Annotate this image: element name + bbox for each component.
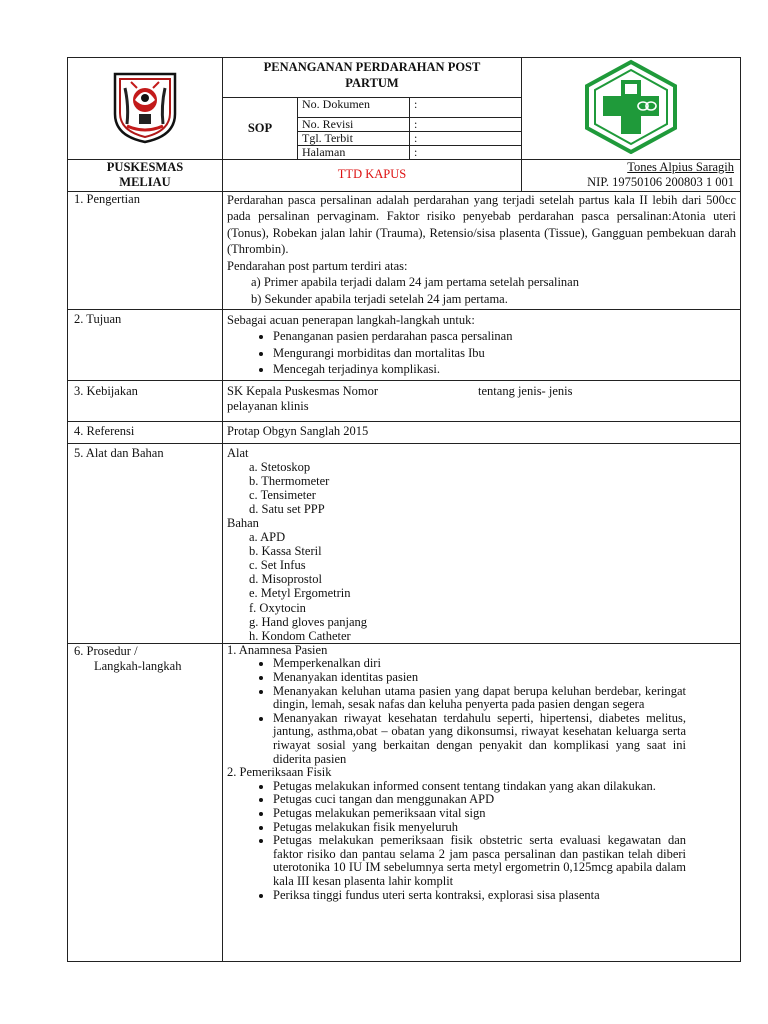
list-item: • Petugas cuci tangan dan menggunakan APD	[273, 793, 686, 807]
list-item: • Petugas melakukan fisik menyeluruh	[273, 821, 686, 835]
list-item: • Mencegah terjadinya komplikasi.	[273, 361, 736, 378]
puskesmas-line-1: PUSKESMAS	[106, 159, 184, 174]
ttd-kapus: TTD KAPUS	[223, 159, 522, 191]
step-1-list	[227, 657, 736, 766]
section-label-prosedur	[68, 643, 223, 961]
list-item: e. Metyl Ergometrin	[249, 586, 351, 601]
tujuan-list	[227, 328, 736, 378]
list-item: b) Sekunder apabila terjadi setelah 24 jam pertama.	[251, 291, 508, 306]
signer-name: Tones Alpius Saragih	[627, 159, 735, 174]
step-2-title: 2. Pemeriksaan Fisik	[227, 765, 332, 780]
section-label-pengertian: 1. Pengertian	[68, 191, 223, 309]
title-line-2: PARTUM	[345, 75, 399, 90]
prosedur-label-line-2: Langkah-langkah	[94, 659, 182, 674]
alat-list	[227, 460, 736, 516]
list-item: • Menanyakan riwayat kesehatan terdahulu seperti, hipertensi, diabetes melitus, jantung, asthma,obat – obatan yang dikonsumsi, riwayat kesehatan keluarga serta riwayat sosial yang berkaitan dengan penyakit dan komplikasi yang saat ini diderita pasien	[273, 712, 686, 766]
list-item: a. APD	[249, 530, 286, 545]
meta-value-no-revisi: :	[410, 117, 522, 131]
meta-label-no-dokumen: No. Dokumen	[298, 98, 410, 118]
section-content-kebijakan	[223, 380, 741, 421]
section-content-pengertian	[223, 191, 741, 309]
meta-label-halaman: Halaman	[298, 145, 410, 159]
regency-crest-icon	[105, 66, 185, 146]
list-item: g. Hand gloves panjang	[249, 614, 368, 629]
list-item: • Periksa tinggi fundus uteri serta kontraksi, explorasi sisa plasenta	[273, 889, 686, 903]
signer-nip: NIP. 19750106 200803 1 001	[587, 175, 735, 189]
list-item: h. Kondom Catheter	[249, 628, 351, 643]
tujuan-intro: Sebagai acuan penerapan langkah-langkah untuk:	[227, 312, 475, 327]
list-item: • Memperkenalkan diri	[273, 657, 686, 671]
list-item: a) Primer apabila terjadi dalam 24 jam pertama setelah persalinan	[251, 275, 579, 289]
title-line-1: PENANGANAN PERDARAHAN POST	[263, 60, 481, 74]
section-content-tujuan	[223, 309, 741, 380]
puskesmas-line-2: MELIAU	[119, 175, 171, 189]
list-item: • Petugas melakukan informed consent tentang tindakan yang akan dilakukan.	[273, 780, 686, 794]
list-item: f. Oxytocin	[249, 600, 306, 615]
list-item: c. Tensimeter	[249, 487, 316, 502]
section-label-referensi: 4. Referensi	[68, 421, 223, 443]
list-item: • Menanyakan identitas pasien	[273, 671, 686, 685]
list-item: a. Stetoskop	[249, 459, 311, 474]
bahan-list	[227, 530, 736, 643]
pengertian-list	[227, 274, 736, 307]
regency-logo-cell	[68, 58, 223, 160]
pengertian-paragraph: Perdarahan pasca persalinan adalah perdarahan yang terjadi setelah partus kala II lebih dari 500cc pada persalinan pervaginam. Faktor risiko penyebab perdarahan pasca persalinan:Atonia uteri (Tonus), Robekan jalan lahir (Trauma), Retensio/sisa plasenta (Tissue), Gangguan pembekuan darah (Thrombin).	[227, 192, 737, 256]
step-1-title: 1. Anamnesa Pasien	[227, 642, 328, 657]
meta-label-no-revisi: No. Revisi	[298, 117, 410, 131]
pengertian-intro: Pendarahan post partum terdiri atas:	[227, 258, 408, 273]
kebijakan-text-c: pelayanan klinis	[227, 399, 309, 413]
section-content-prosedur	[223, 643, 741, 961]
list-item: d. Misoprostol	[249, 572, 322, 587]
list-item: d. Satu set PPP	[249, 501, 325, 516]
bahan-title: Bahan	[227, 515, 259, 530]
puskesmas-logo-cell	[522, 58, 741, 160]
list-item: • Petugas melakukan pemeriksaan vital sign	[273, 807, 686, 821]
sop-table	[67, 57, 741, 962]
prosedur-label-line-1: 6. Prosedur /	[74, 643, 138, 658]
list-item: • Petugas melakukan pemeriksaan fisik obstetric serta evaluasi kegawatan dan faktor risiko dan pantau selama 2 jam pasca persalinan dan pastikan telah diberi uterotonika 10 IU IM sebelumnya serta metyl ergometrin 0,125mcg apabila dalam kala III kesan plasenta lahir komplit	[273, 834, 686, 888]
section-label-alat-bahan: 5. Alat dan Bahan	[68, 443, 223, 643]
puskesmas-cross-icon	[581, 58, 681, 154]
alat-title: Alat	[227, 445, 249, 460]
sop-label: SOP	[223, 98, 298, 160]
puskesmas-name	[68, 159, 223, 191]
signature-block	[522, 159, 741, 191]
meta-value-no-dokumen: :	[410, 98, 522, 118]
section-label-tujuan: 2. Tujuan	[68, 309, 223, 380]
list-item: b. Kassa Steril	[249, 544, 322, 559]
step-2-list	[227, 780, 736, 902]
meta-label-tgl-terbit: Tgl. Terbit	[298, 131, 410, 145]
meta-value-tgl-terbit: :	[410, 131, 522, 145]
list-item: • Mengurangi morbiditas dan mortalitas Ibu	[273, 345, 736, 362]
section-label-kebijakan: 3. Kebijakan	[68, 380, 223, 421]
list-item: c. Set Infus	[249, 558, 306, 573]
kebijakan-line-1	[227, 384, 736, 400]
document-title	[223, 58, 522, 98]
section-content-referensi: Protap Obgyn Sanglah 2015	[223, 421, 741, 443]
list-item: • Penanganan pasien perdarahan pasca persalinan	[273, 328, 736, 345]
section-content-alat-bahan	[223, 443, 741, 643]
kebijakan-text-b: tentang jenis- jenis	[478, 383, 573, 398]
kebijakan-text-a: SK Kepala Puskesmas Nomor	[227, 383, 379, 398]
list-item: b. Thermometer	[249, 473, 330, 488]
list-item: • Menanyakan keluhan utama pasien yang dapat berupa keluhan berdebar, keringat dingin, lemah, sesak nafas dan keluha penyerta pada pasien dengan segera	[273, 685, 686, 712]
meta-value-halaman: :	[410, 145, 522, 159]
